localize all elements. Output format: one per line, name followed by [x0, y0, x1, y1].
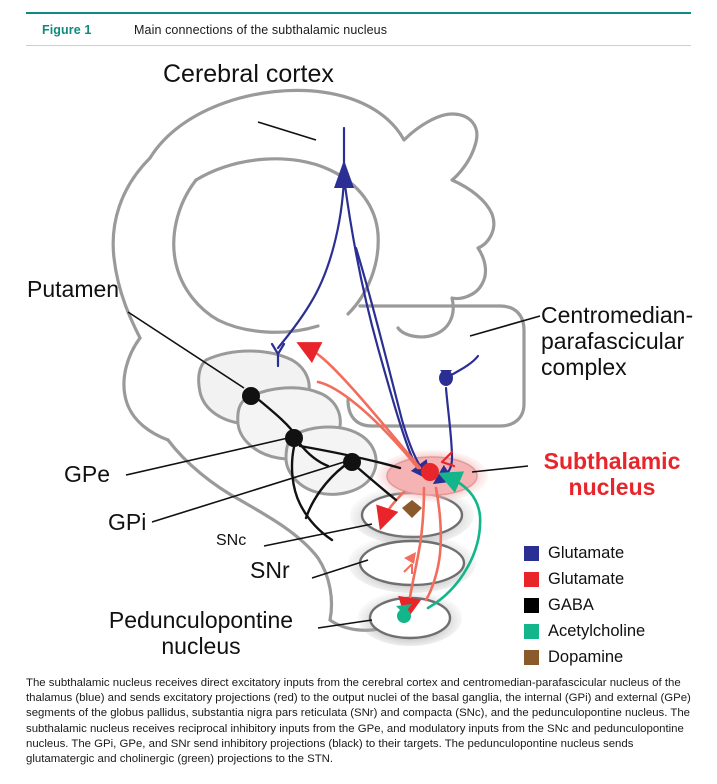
- legend-item: [524, 644, 704, 670]
- label-gpi: GPi: [108, 509, 147, 535]
- label-pedunculopontine-nucleus: Pedunculopontine nucleus: [108, 607, 294, 659]
- label-snr: SNr: [250, 557, 290, 583]
- legend-item: [524, 540, 704, 566]
- legend-swatch-glutamate-blue: [524, 546, 539, 561]
- label-putamen: Putamen: [27, 276, 120, 302]
- figure-number: Figure 1: [42, 22, 92, 37]
- legend-label: Glutamate: [548, 543, 625, 562]
- figure-title: Main connections of the subthalamic nucleus: [134, 22, 388, 37]
- label-cerebral-cortex: Cerebral cortex: [163, 60, 334, 88]
- label-subthalamic-nucleus: Subthalamic nucleus: [543, 448, 681, 500]
- label-snc: SNc: [216, 532, 247, 549]
- label-leader-lines: [126, 122, 540, 628]
- figure-header: [26, 12, 691, 46]
- legend-swatch-dopamine: [524, 650, 539, 665]
- legend-item: [524, 592, 704, 618]
- legend-label: Acetylcholine: [548, 621, 646, 640]
- legend: [524, 540, 704, 670]
- legend-swatch-acetylcholine: [524, 624, 539, 639]
- legend-item: [524, 618, 704, 644]
- legend-label: Glutamate: [548, 569, 625, 588]
- legend-label: Dopamine: [548, 647, 624, 666]
- label-cmpf-complex: Centromedian-parafascicular complex: [541, 302, 694, 380]
- basal-ganglia-bodies: [199, 351, 376, 494]
- label-gpe: GPe: [64, 461, 111, 487]
- legend-swatch-glutamate-red: [524, 572, 539, 587]
- legend-label: GABA: [548, 595, 594, 614]
- figure-caption: The subthalamic nucleus receives direct excitatory inputs from the cerebral cortex and centromedian-parafascicular nucleus of the thalamus (blue) and sends excitatory projections (red) to the output nuclei of the basal ganglia, the internal (GPi) and external (GPe) segments of the globus pallidus, substantia nigra pars reticulata (SNr) and compacta (SNc), and the pedunculopontine nucleus. The subthalamic nucleus receives reciprocal inhibitory inputs from the GPe, and modulatory inputs from the SNc and pedunculopontine nucleus. The GPi, GPe, and SNr send inhibitory projections (black) to their targets. The pedunculopontine nucleus sends glutamatergic and cholinergic (green) projections to the STN.: [26, 677, 691, 766]
- legend-swatch-gaba: [524, 598, 539, 613]
- legend-item: [524, 566, 704, 592]
